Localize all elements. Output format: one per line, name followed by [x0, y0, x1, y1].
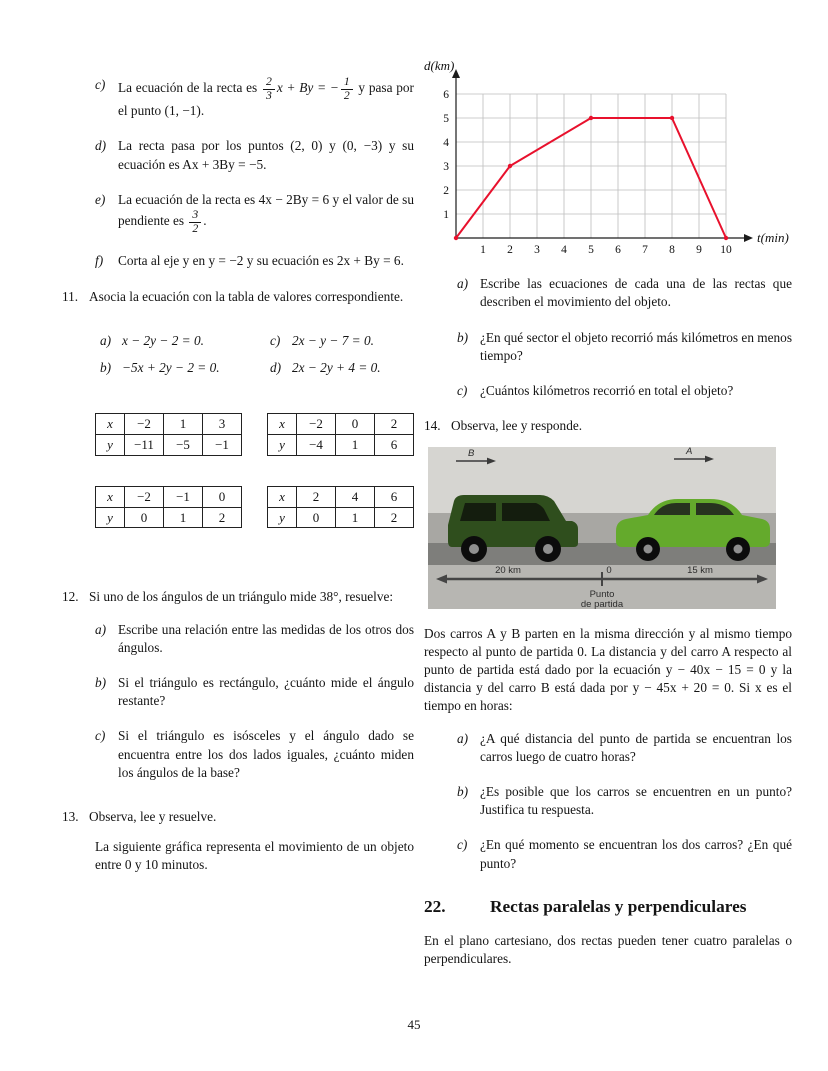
- table-var-y: y: [268, 434, 297, 455]
- left-column: [62, 76, 414, 875]
- table-slot: [267, 486, 414, 529]
- cars-photo-figure: [428, 447, 792, 614]
- item-text: La recta pasa por los puntos (2, 0) y (0, −3) y su ecuación es Ax + 3By = −5.: [118, 138, 414, 172]
- item-text: Corta al eje y en y = −2 y su ecuación es 2x + By = 6.: [118, 253, 404, 269]
- item-label: c): [95, 728, 106, 744]
- item-number: 12.: [62, 589, 79, 605]
- equation-c: [270, 332, 414, 350]
- motion-graph-figure: [420, 60, 792, 267]
- exercise-12-questions: [62, 621, 414, 782]
- fraction-numerator: 2: [263, 76, 275, 90]
- table-cell: 0: [336, 414, 375, 435]
- y-tick-label: 2: [443, 185, 449, 197]
- section-title: Rectas paralelas y perpendiculares: [490, 896, 747, 916]
- equation-b: [100, 359, 270, 377]
- item-number: 13.: [62, 808, 79, 824]
- fraction: [341, 76, 353, 102]
- distance-label-left: 20 km: [495, 565, 521, 577]
- question-text: ¿A qué distancia del punto de partida se encuentran los carros luego de cuatro horas?: [480, 730, 792, 764]
- origin-label: 0: [606, 565, 612, 577]
- tables-row-1: [95, 413, 414, 456]
- data-point: [724, 236, 728, 240]
- table-var-x: x: [268, 414, 297, 435]
- value-table-4: [267, 486, 414, 529]
- item-number: 11.: [62, 288, 79, 304]
- exercise-14-questions: [424, 730, 792, 873]
- value-tables: [95, 413, 414, 528]
- math-segment: x + By = −: [276, 80, 339, 96]
- car-b-label: B: [468, 448, 475, 460]
- table-var-y: y: [268, 507, 297, 528]
- table-var-x: x: [96, 486, 125, 507]
- exercise-10d: [95, 137, 414, 173]
- x-tick-label: 3: [534, 244, 540, 256]
- question-text: Si el triángulo es isósceles y el ángulo dado se encuentra entre los dos lados iguales, ¿cuánto miden los ángulos de la base?: [118, 728, 414, 780]
- table-cell: 2: [203, 507, 242, 528]
- data-point: [589, 116, 593, 120]
- item-label: e): [95, 191, 106, 207]
- y-tick-label: 6: [443, 89, 449, 101]
- item-label: a): [100, 332, 112, 348]
- item-number: 14.: [424, 418, 441, 434]
- y-tick-label: 3: [443, 161, 449, 173]
- equation-a: [100, 332, 270, 350]
- data-point: [454, 236, 458, 240]
- x-tick-label: 1: [480, 244, 486, 256]
- item-label: b): [100, 359, 112, 375]
- data-point: [508, 164, 512, 168]
- section-22-heading: [424, 897, 792, 918]
- value-table-1: [95, 413, 242, 456]
- table-cell: 4: [336, 486, 375, 507]
- table-cell: 2: [375, 507, 414, 528]
- text-segment: .: [203, 213, 207, 229]
- question-b: [95, 674, 414, 710]
- table-slot: [267, 413, 414, 456]
- table-var-x: x: [96, 414, 125, 435]
- question-a: [95, 621, 414, 657]
- car-a-label: A: [686, 447, 693, 458]
- x-tick-label: 7: [642, 244, 648, 256]
- fraction: [263, 76, 275, 102]
- exercise-13-title: [62, 808, 414, 826]
- table-cell: 2: [375, 414, 414, 435]
- table-cell: 0: [125, 507, 164, 528]
- question-b: [457, 783, 792, 819]
- caption-line-2: de partida: [580, 599, 624, 610]
- y-tick-label: 4: [443, 137, 449, 149]
- equation-text: −5x + 2y − 2 = 0.: [122, 359, 220, 375]
- table-cell: 3: [203, 414, 242, 435]
- section-number: 22.: [424, 896, 446, 916]
- page-number: 45: [407, 1017, 421, 1032]
- motion-line-chart: [420, 60, 800, 262]
- table-cell: −2: [125, 414, 164, 435]
- fraction-denominator: 3: [266, 88, 272, 102]
- question-text: ¿En qué sector el objeto recorrió más kilómetros en menos tiempo?: [480, 329, 793, 363]
- text-segment: La ecuación de la recta es: [118, 80, 261, 96]
- item-title: Observa, lee y resuelve.: [89, 808, 217, 824]
- x-axis-arrowhead: [744, 234, 753, 242]
- table-cell: −2: [125, 486, 164, 507]
- right-column: [424, 60, 792, 968]
- question-text: ¿En qué momento se encuentran los dos carros? ¿En qué punto?: [480, 837, 792, 871]
- fraction-denominator: 2: [192, 221, 199, 235]
- x-axis-label: t(min): [757, 230, 789, 245]
- table-cell: 2: [297, 486, 336, 507]
- table-cell: −5: [164, 434, 203, 455]
- car-a-hub: [644, 545, 653, 554]
- exercise-13: [62, 808, 414, 875]
- equation-d: [270, 359, 414, 377]
- item-label: c): [457, 837, 468, 853]
- graph-question-a: [457, 275, 792, 311]
- item-label: d): [270, 359, 282, 375]
- item-label: a): [457, 730, 469, 746]
- item-label: c): [457, 383, 468, 399]
- text-segment: y pasa por el punto (1, −1).: [118, 80, 414, 119]
- table-cell: 1: [164, 507, 203, 528]
- question-text: ¿Cuántos kilómetros recorrió en total el objeto?: [480, 383, 734, 399]
- exercise-10e: [95, 191, 414, 235]
- table-cell: −11: [125, 434, 164, 455]
- y-tick-label: 5: [443, 113, 449, 125]
- x-tick-label: 2: [507, 244, 513, 256]
- x-tick-label: 9: [696, 244, 702, 256]
- x-tick-label: 6: [615, 244, 621, 256]
- exercise-10f: [95, 252, 414, 270]
- table-cell: −4: [297, 434, 336, 455]
- data-point: [670, 116, 674, 120]
- equation-text: 2x − 2y + 4 = 0.: [292, 359, 381, 375]
- table-var-y: y: [96, 434, 125, 455]
- table-cell: 6: [375, 486, 414, 507]
- table-cell: 6: [375, 434, 414, 455]
- car-b-hub: [469, 544, 479, 554]
- car-b-window-front: [460, 503, 496, 521]
- fraction-numerator: 1: [341, 76, 353, 90]
- table-slot: [95, 413, 267, 456]
- item-label: b): [457, 784, 469, 800]
- equation-text: x − 2y − 2 = 0.: [122, 332, 204, 348]
- y-axis-label: d(km): [424, 60, 455, 73]
- question-a: [457, 730, 792, 766]
- exercise-11: [62, 288, 414, 306]
- item-label: f): [95, 253, 104, 269]
- item-label: a): [457, 276, 469, 292]
- question-text: Escribe una relación entre las medidas de los otros dos ángulos.: [118, 621, 414, 655]
- table-cell: 1: [336, 507, 375, 528]
- table-cell: −1: [203, 434, 242, 455]
- table-var-y: y: [96, 507, 125, 528]
- item-title: Si uno de los ángulos de un triángulo mide 38°, resuelve:: [89, 589, 394, 605]
- value-table-2: [267, 413, 414, 456]
- table-cell: −2: [297, 414, 336, 435]
- table-cell: 0: [297, 507, 336, 528]
- item-title: Asocia la ecuación con la tabla de valores correspondiente.: [89, 288, 404, 304]
- caption-line-1: Punto: [589, 589, 615, 601]
- item-label: c): [270, 332, 281, 348]
- car-a-hub: [734, 545, 743, 554]
- x-tick-label: 5: [588, 244, 594, 256]
- graph-question-b: [457, 329, 792, 365]
- item-label: b): [95, 674, 107, 690]
- table-var-x: x: [268, 486, 297, 507]
- cars-photo: [428, 447, 776, 609]
- question-text: Si el triángulo es rectángulo, ¿cuánto mide el ángulo restante?: [118, 674, 414, 709]
- x-tick-label: 10: [720, 244, 732, 256]
- item-label: a): [95, 621, 107, 637]
- table-cell: 0: [203, 486, 242, 507]
- car-b-hub: [543, 544, 553, 554]
- y-tick-label: 1: [443, 209, 449, 221]
- fraction-numerator: 3: [189, 209, 201, 223]
- exercise-13-paragraph: La siguiente gráfica representa el movimiento de un objeto entre 0 y 10 minutos.: [95, 839, 414, 873]
- graph-question-c: [457, 382, 792, 400]
- item-label: b): [457, 329, 469, 345]
- question-text: ¿Es posible que los carros se encuentren en un punto? Justifica tu respuesta.: [480, 784, 792, 818]
- table-slot: [95, 486, 267, 529]
- exercise-12: [62, 588, 414, 782]
- distance-label-right: 15 km: [687, 565, 713, 577]
- item-label: c): [95, 77, 106, 92]
- x-tick-label: 8: [669, 244, 675, 256]
- table-cell: 1: [164, 414, 203, 435]
- item-label: d): [95, 138, 107, 154]
- x-tick-label: 4: [561, 244, 567, 256]
- table-cell: 1: [336, 434, 375, 455]
- fraction-denominator: 2: [343, 88, 350, 102]
- tables-row-2: [95, 486, 414, 529]
- question-c: [457, 836, 792, 872]
- question-text: Escribe las ecuaciones de cada una de las rectas que describen el movimiento del objeto.: [480, 276, 792, 310]
- value-table-3: [95, 486, 242, 529]
- exercise-14: [424, 417, 792, 435]
- question-c: [95, 727, 414, 782]
- item-text: [118, 191, 414, 235]
- fraction: [189, 209, 201, 235]
- text-segment: La ecuación de la recta es 4x − 2By = 6 y el valor de su pendiente es: [118, 191, 414, 229]
- exercise-14-paragraph: Dos carros A y B parten en la misma dirección y al mismo tiempo respecto al punto de partida 0. La distancia y del carro A respecto al punto de partida está dado por la ecuación y − 40x − 15 = 0 y la distancia y del carro B está dada por y − 45x + 20 = 0. Si x es el tiempo en horas:: [424, 625, 792, 714]
- exercise-12-title: [62, 588, 414, 606]
- section-22-paragraph: En el plano cartesiano, dos rectas pueden tener cuatro paralelas o perpendiculares.: [424, 932, 792, 966]
- item-text: [118, 76, 414, 120]
- exercise-10c: [95, 76, 414, 120]
- table-cell: −1: [164, 486, 203, 507]
- equation-text: 2x − y − 7 = 0.: [292, 332, 374, 348]
- item-title: Observa, lee y responde.: [451, 418, 583, 434]
- equation-list: [100, 332, 414, 377]
